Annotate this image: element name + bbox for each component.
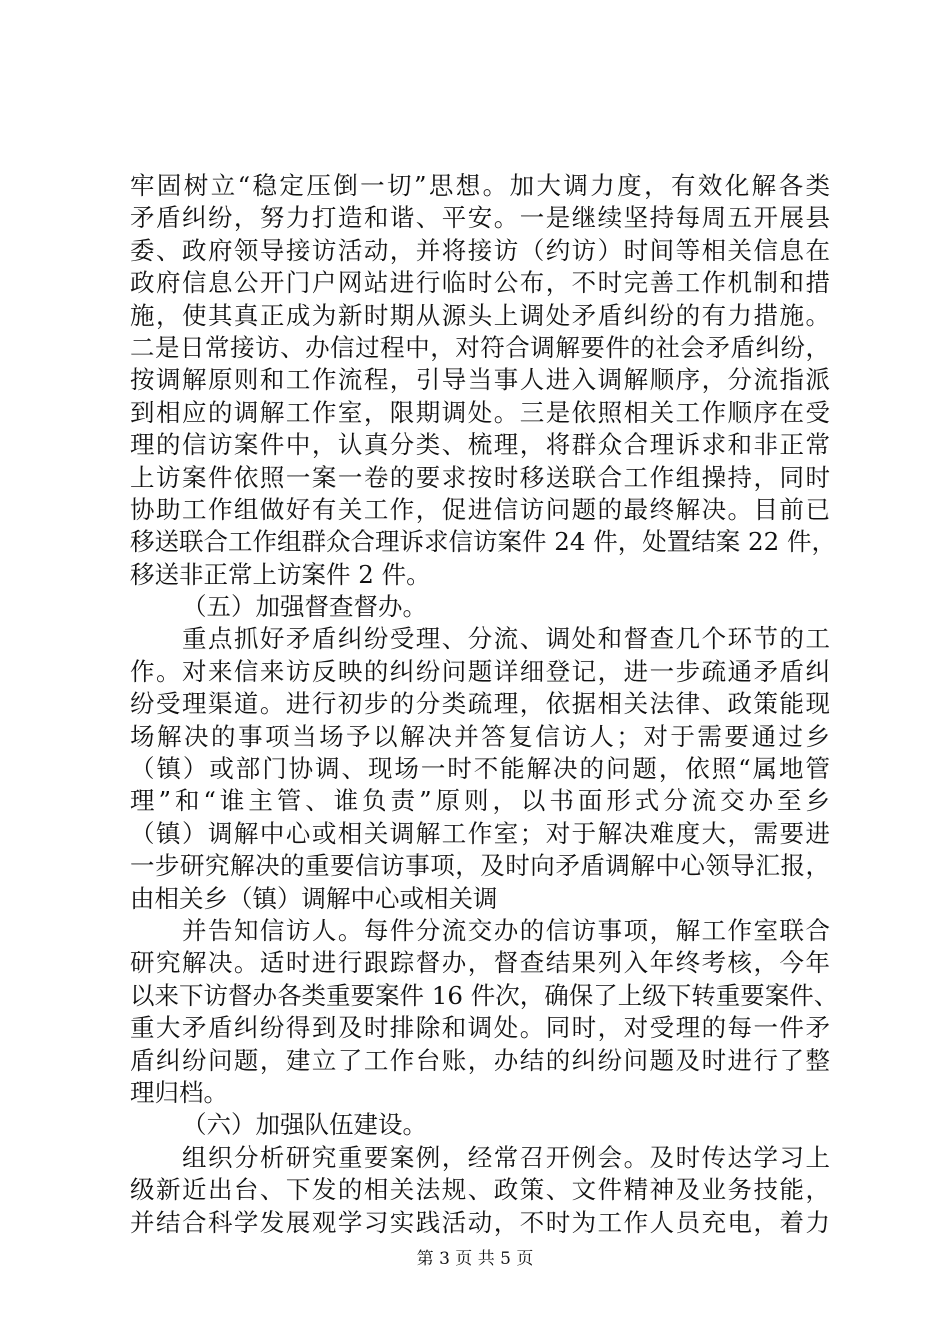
paragraph-last-line: 理归档。: [130, 1077, 228, 1107]
body-line: 重大矛盾纠纷得到及时排除和调处。同时，对受理的每一件矛: [130, 1013, 830, 1043]
document-body: [130, 170, 839, 1239]
paragraph-first-line: 组织分析研究重要案例，经常召开例会。及时传达学习上: [182, 1142, 830, 1172]
body-line: 级新近出台、下发的相关法规、政策、文件精神及业务技能，: [130, 1175, 830, 1205]
paragraph-first-line: 重点抓好矛盾纠纷受理、分流、调处和督查几个环节的工: [182, 624, 830, 654]
body-line: 并结合科学发展观学习实践活动，不时为工作人员充电，着力: [130, 1207, 830, 1237]
body-line: （镇）或部门协调、现场一时不能解决的问题，依照“属地管: [130, 754, 830, 784]
paragraph-last-line: 移送非正常上访案件 2 件。: [130, 559, 431, 589]
body-line: 上访案件依照一案一卷的要求按时移送联合工作组操持，同时: [130, 462, 830, 492]
body-line: （镇）调解中心或相关调解工作室；对于解决难度大，需要进: [130, 818, 830, 848]
body-line: 作。对来信来访反映的纠纷问题详细登记，进一步疏通矛盾纠: [130, 656, 830, 686]
body-line: 纷受理渠道。进行初步的分类疏理，依据相关法律、政策能现: [130, 689, 830, 719]
body-line: 移送联合工作组群众合理诉求信访案件 24 件，处置结案 22 件，: [130, 527, 836, 557]
body-line: 牢固树立“稳定压倒一切”思想。加大调力度，有效化解各类: [130, 171, 830, 200]
body-line: 按调解原则和工作流程，引导当事人进入调解顺序，分流指派: [130, 365, 830, 395]
body-line: 场解决的事项当场予以解决并答复信访人；对于需要通过乡: [130, 721, 830, 751]
body-line: 施，使其真正成为新时期从源头上调处矛盾纠纷的有力措施。: [130, 300, 830, 330]
body-line: 以来下访督办各类重要案件 16 件次，确保了上级下转重要案件、: [130, 980, 839, 1010]
paragraph-first-line: 并告知信访人。每件分流交办的信访事项，解工作室联合: [182, 915, 830, 945]
body-line: 协助工作组做好有关工作，促进信访问题的最终解决。目前已: [130, 494, 830, 524]
paragraph-last-line: 由相关乡（镇）调解中心或相关调: [130, 883, 498, 913]
body-line: 盾纠纷问题，建立了工作台账，办结的纠纷问题及时进行了整: [130, 1045, 830, 1075]
body-line: 理的信访案件中，认真分类、梳理，将群众合理诉求和非正常: [130, 430, 830, 460]
section-heading: （六）加强队伍建设。: [182, 1110, 427, 1140]
body-line: 委、政府领导接访活动，并将接访（约访）时间等相关信息在: [130, 235, 830, 265]
body-line: 理”和“谁主管、谁负责”原则，以书面形式分流交办至乡: [130, 786, 830, 816]
body-line: 研究解决。适时进行跟踪督办，督查结果列入年终考核，今年: [130, 948, 830, 978]
body-line: 一步研究解决的重要信访事项，及时向矛盾调解中心领导汇报，: [130, 851, 830, 881]
section-heading: （五）加强督查督办。: [182, 592, 427, 622]
body-line: 政府信息公开门户网站进行临时公布，不时完善工作机制和措: [130, 268, 830, 298]
body-line: 矛盾纠纷，努力打造和谐、平安。一是继续坚持每周五开展县: [130, 203, 830, 233]
body-line: 二是日常接访、办信过程中，对符合调解要件的社会矛盾纠纷，: [130, 332, 830, 362]
page-footer: 第 3 页 共 5 页: [416, 1249, 534, 1269]
body-line: 到相应的调解工作室，限期调处。三是依照相关工作顺序在受: [130, 397, 830, 427]
